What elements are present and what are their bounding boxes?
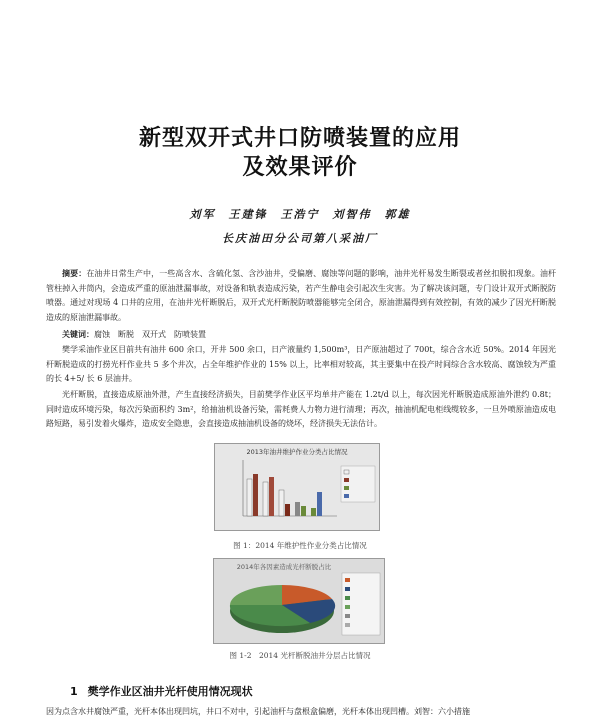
figure-2-legend-swatch (345, 614, 350, 618)
body-text-line: 因为点含水井腐蚀严重，光杆本体出现凹坑，井口不对中，引起油杆与盘根盒偏磨，光杆本体出现凹槽。刘智：六小措施 (46, 707, 470, 716)
figure-1-caption: 图 1：2014 年维护性作业分类占比情况 (233, 541, 367, 550)
affiliation: 长庆油田分公司第八采油厂 (222, 232, 378, 245)
figure-1-bar (317, 492, 322, 516)
title-line-2: 及效果评价 (242, 155, 358, 180)
figure-1-bar (311, 508, 316, 516)
section-heading (70, 683, 253, 699)
keywords-label: 关键词： (62, 329, 94, 339)
figure-2-legend-swatch (345, 605, 350, 609)
abstract (46, 266, 556, 325)
intro-paragraph-2: 光杆断脱，直接造成原油外泄，产生直接经济损失，目前樊学作业区平均单井产能在 1.2t/d 以上，每次因光杆断脱造成原油外泄约 0.8t；同时造成环境污染，每次污染面积约 3m²，给抽油机设备污染，需耗费人力物力进行清理；再次，抽油机配电柜线缆较多，一旦外喷原油造成电路短路，易引发着火爆炸，造成安全隐患，会直接造成抽油机设备的烧坏，经济损失无法估计。 (46, 390, 556, 428)
figure-2 (213, 558, 385, 644)
figure-1-bar (269, 477, 274, 516)
figure-1-bar (285, 504, 290, 516)
figure-1-bar (301, 506, 306, 516)
figure-1-title: 2013年油井维护作业分类占比情况 (246, 448, 348, 456)
figure-1-legend-swatch (344, 494, 349, 498)
figure-1-bar (263, 482, 268, 516)
figure-2-legend-swatch (345, 623, 350, 627)
section-heading-number: 1 (70, 685, 78, 698)
figure-2-chart (214, 559, 384, 643)
figure-2-legend-swatch (345, 587, 350, 591)
figure-1-bar (295, 502, 300, 516)
authors: 刘军 王建锋 王浩宁 刘智伟 郭雄 (189, 208, 411, 221)
figure-2-title: 2014年各因素造成光杆断脱占比 (236, 563, 332, 571)
intro-paragraph-1: 樊学采油作业区目前共有油井 600 余口，开井 500 余口，日产液量约 1,500m³，日产原油超过了 700t，综合含水近 50%。2014 年因光杆断脱造成的打捞光杆作业共 5 多个井次，占全年维护作业的 15% 以上，比率相对较高，其主要集中在投产时间综合含水较高、腐蚀较为严重的长 4+5/ 长 6 层油井。 (46, 345, 556, 383)
keywords (46, 327, 556, 343)
figure-1-legend-swatch (344, 486, 349, 490)
section-heading-text: 樊学作业区油井光杆使用情况现状 (87, 685, 253, 698)
figure-1-bar (247, 479, 252, 516)
figure-1-chart (215, 444, 379, 530)
figure-1-legend-swatch (344, 478, 349, 482)
figure-2-caption: 图 1-2 2014 光杆断脱油井分层占比情况 (229, 651, 371, 660)
figure-1 (214, 443, 380, 531)
title-line-1: 新型双开式井口防喷装置的应用 (138, 126, 461, 151)
figure-1-bar (279, 490, 284, 516)
keywords-text: 腐蚀 断脱 双开式 防喷装置 (94, 330, 206, 339)
figure-2-legend-swatch (345, 578, 350, 582)
figure-1-legend-swatch (344, 470, 349, 474)
figure-1-bar (253, 474, 258, 516)
figure-2-legend-swatch (345, 596, 350, 600)
abstract-text: 在油井日常生产中，一些高含水、含硫化氢、含沙油井，受偏磨、腐蚀等问题的影响，油井光杆易发生断裂或者丝扣脱扣现象。油杆管柱掉入井筒内，会造成严重的原油泄漏事故，对设备和轨表造成污染，若产生静电会引起次生灾害。为了解决该问题，专门设计双开式断脱防喷器。通过对现场 4 口井的应用，在油井光杆断脱后，双开式光杆断脱防喷器能够完全闭合，原油泄漏得到有效控制，有效的减少了因光杆断脱造成的原油泄漏事故。 (46, 269, 557, 322)
abstract-label: 摘要： (62, 268, 87, 278)
